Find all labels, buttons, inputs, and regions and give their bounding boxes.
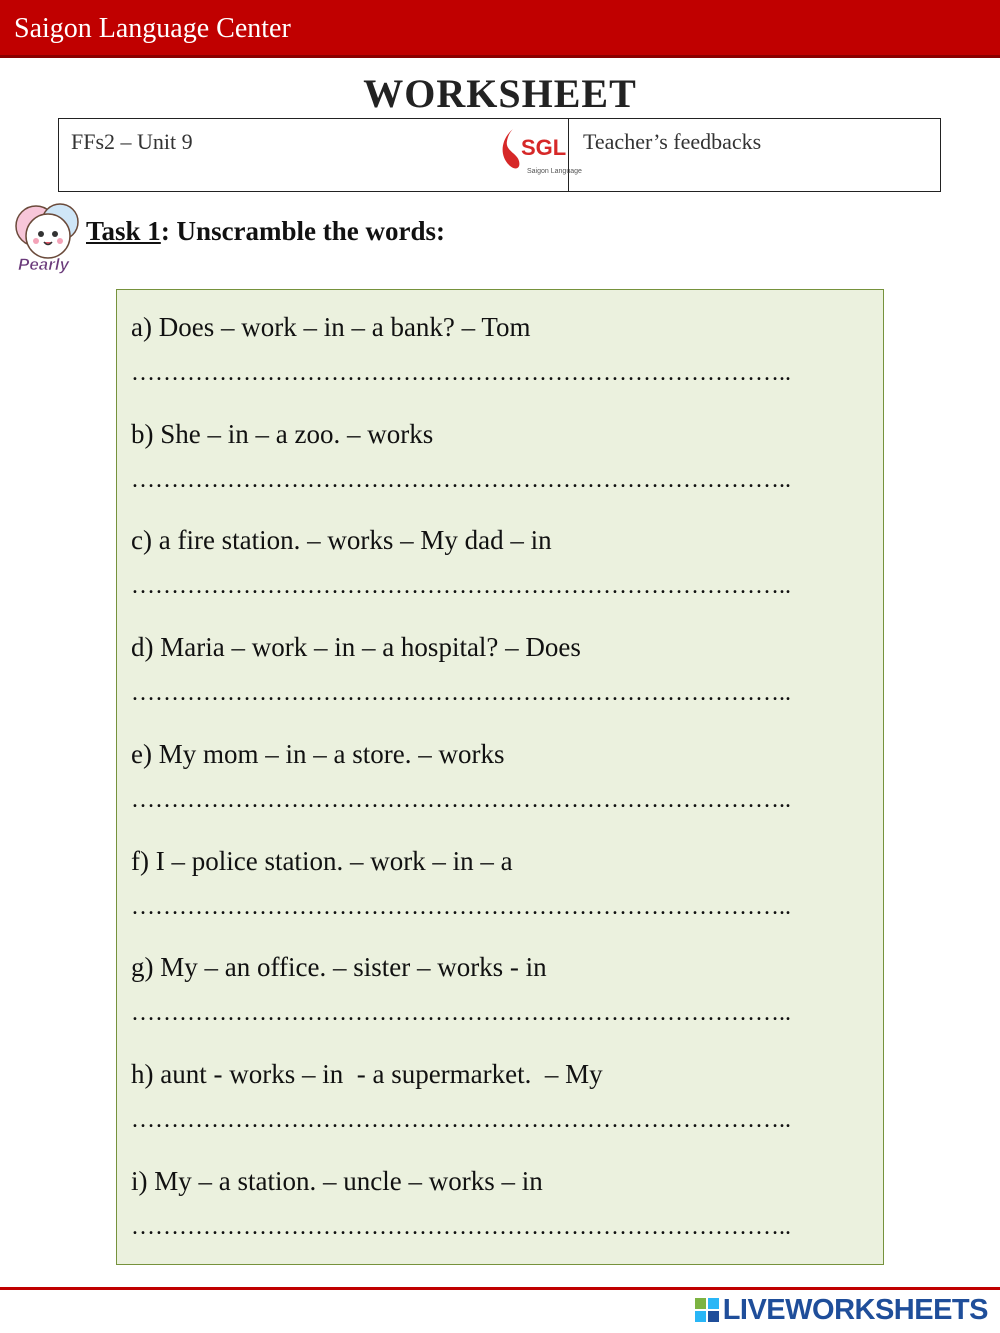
- sgl-logo: [499, 121, 582, 187]
- item-prompt: i) My – a station. – uncle – works – in: [131, 1166, 543, 1196]
- logo-subtext: Saigon Language: [527, 168, 582, 175]
- pearly-mascot-icon: [10, 200, 88, 276]
- item-prompt: h) aunt - works – in - a supermarket. – My: [131, 1059, 603, 1089]
- item-prompt: g) My – an office. – sister – works - in: [131, 952, 547, 982]
- task-heading: [86, 216, 445, 247]
- brand-name: LIVEWORKSHEETS: [722, 1293, 988, 1326]
- answer-line[interactable]: ………………………………………………………………………..: [131, 1107, 791, 1133]
- answer-line[interactable]: ………………………………………………………………………..: [131, 894, 791, 920]
- liveworksheets-logo-icon: [695, 1298, 719, 1322]
- item-prompt: a) Does – work – in – a bank? – Tom: [131, 312, 531, 342]
- item-prompt: e) My mom – in – a store. – works: [131, 739, 505, 769]
- exercise-box: [116, 289, 884, 1265]
- info-table: [58, 118, 941, 192]
- unit-label: FFs2 – Unit 9: [71, 129, 193, 154]
- answer-line[interactable]: ………………………………………………………………………..: [131, 1214, 791, 1240]
- answer-line[interactable]: ………………………………………………………………………..: [131, 573, 791, 599]
- unit-cell: [59, 119, 582, 191]
- answer-line[interactable]: ………………………………………………………………………..: [131, 467, 791, 493]
- answer-line[interactable]: ………………………………………………………………………..: [131, 787, 791, 813]
- answer-line[interactable]: ………………………………………………………………………..: [131, 1000, 791, 1026]
- item-prompt: b) She – in – a zoo. – works: [131, 419, 434, 449]
- worksheet-title: WORKSHEET: [363, 71, 637, 116]
- item-prompt: f) I – police station. – work – in – a: [131, 846, 513, 876]
- teacher-feedback-label: Teacher’s feedbacks: [583, 129, 762, 154]
- liveworksheets-brand[interactable]: [695, 1292, 988, 1328]
- task-instruction: : Unscramble the words:: [160, 216, 446, 246]
- item-prompt: d) Maria – work – in – a hospital? – Does: [131, 632, 581, 662]
- header-bar: [0, 0, 1000, 58]
- mascot-name: Pearly: [18, 255, 70, 274]
- answer-line[interactable]: ………………………………………………………………………..: [131, 360, 791, 386]
- logo-text: SGL: [521, 135, 567, 160]
- answer-line[interactable]: ………………………………………………………………………..: [131, 680, 791, 706]
- center-name: Saigon Language Center: [14, 13, 291, 44]
- footer-rule: [0, 1287, 1000, 1290]
- task-label: Task 1: [86, 216, 161, 246]
- item-prompt: c) a fire station. – works – My dad – in: [131, 525, 552, 555]
